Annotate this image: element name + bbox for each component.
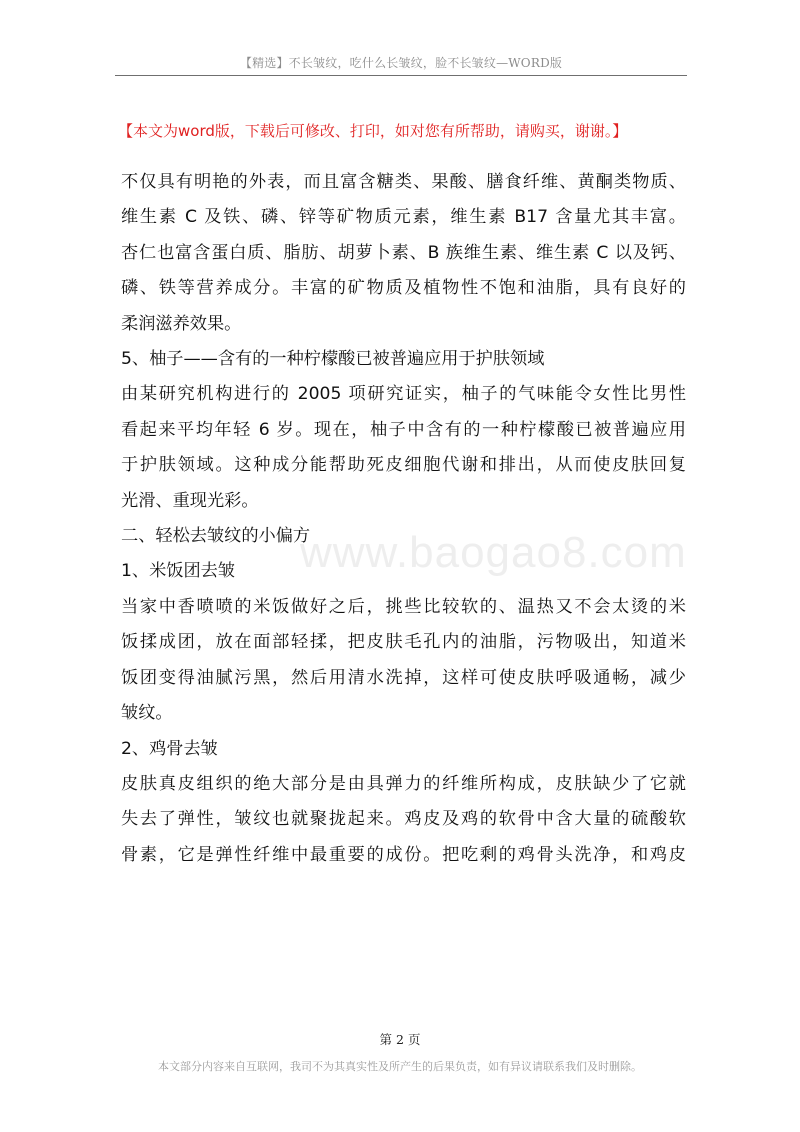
- body-line: 皮肤真皮组织的绝大部分是由具弹力的纤维所构成，皮肤缺少了它就: [121, 773, 686, 794]
- header-divider: [115, 75, 687, 76]
- footer-disclaimer: 本文部分内容来自互联网，我司不为其真实性及所产生的后果负责，如有异议请联系我们及时删除。: [158, 1060, 642, 1073]
- section-heading-remedies: 二、轻松去皱纹的小偏方: [121, 526, 311, 547]
- body-line: 失去了弹性，皱纹也就聚拢起来。鸡皮及鸡的软骨中含大量的硫酸软: [121, 809, 686, 830]
- purchase-notice: 【本文为word版，下载后可修改、打印，如对您有所帮助，请购买，谢谢。】: [118, 122, 628, 140]
- body-line: 于护肤领域。这种成分能帮助死皮细胞代谢和排出，从而使皮肤回复: [121, 455, 686, 476]
- watermark: www.baogao8.com: [300, 528, 687, 577]
- body-line: 当家中香喷喷的米饭做好之后，挑些比较软的、温热又不会太烫的米: [121, 596, 686, 617]
- body-line: 柔润滋养效果。: [121, 313, 242, 334]
- body-line: 光滑、重现光彩。: [121, 490, 259, 511]
- document-body: [121, 165, 686, 873]
- section-heading-grapefruit: 5、柚子——含有的一种柠檬酸已被普遍应用于护肤领域: [121, 349, 545, 370]
- body-line: 不仅具有明艳的外表，而且富含糖类、果酸、膳食纤维、黄酮类物质、: [121, 172, 686, 192]
- body-line: 骨素，它是弹性纤维中最重要的成份。把吃剩的鸡骨头洗净，和鸡皮: [121, 844, 686, 865]
- subheading-rice-ball: 1、米饭团去皱: [121, 561, 236, 582]
- body-line: 皱纹。: [121, 703, 173, 724]
- body-line: 杏仁也富含蛋白质、脂肪、胡萝卜素、B 族维生素、维生素 C 以及钙、: [121, 242, 686, 263]
- body-line: 看起来平均年轻 6 岁。现在，柚子中含有的一种柠檬酸已被普遍应用: [121, 419, 686, 440]
- body-line: 维生素 C 及铁、磷、锌等矿物质元素，维生素 B17 含量尤其丰富。: [121, 207, 686, 228]
- body-line: 饭团变得油腻污黑，然后用清水洗掉，这样可使皮肤呼吸通畅，减少: [121, 667, 686, 688]
- page-number: 第 2 页: [379, 1032, 421, 1047]
- page-header-title: 【精选】不长皱纹，吃什么长皱纹，脸不长皱纹—WORD版: [239, 56, 563, 70]
- body-line: 饭揉成团，放在面部轻揉，把皮肤毛孔内的油脂，污物吸出，知道米: [121, 632, 686, 653]
- subheading-chicken-bone: 2、鸡骨去皱: [121, 738, 218, 759]
- body-line: 由某研究机构进行的 2005 项研究证实，柚子的气味能令女性比男性: [121, 384, 686, 405]
- body-line: 磷、铁等营养成分。丰富的矿物质及植物性不饱和油脂，具有良好的: [121, 278, 686, 299]
